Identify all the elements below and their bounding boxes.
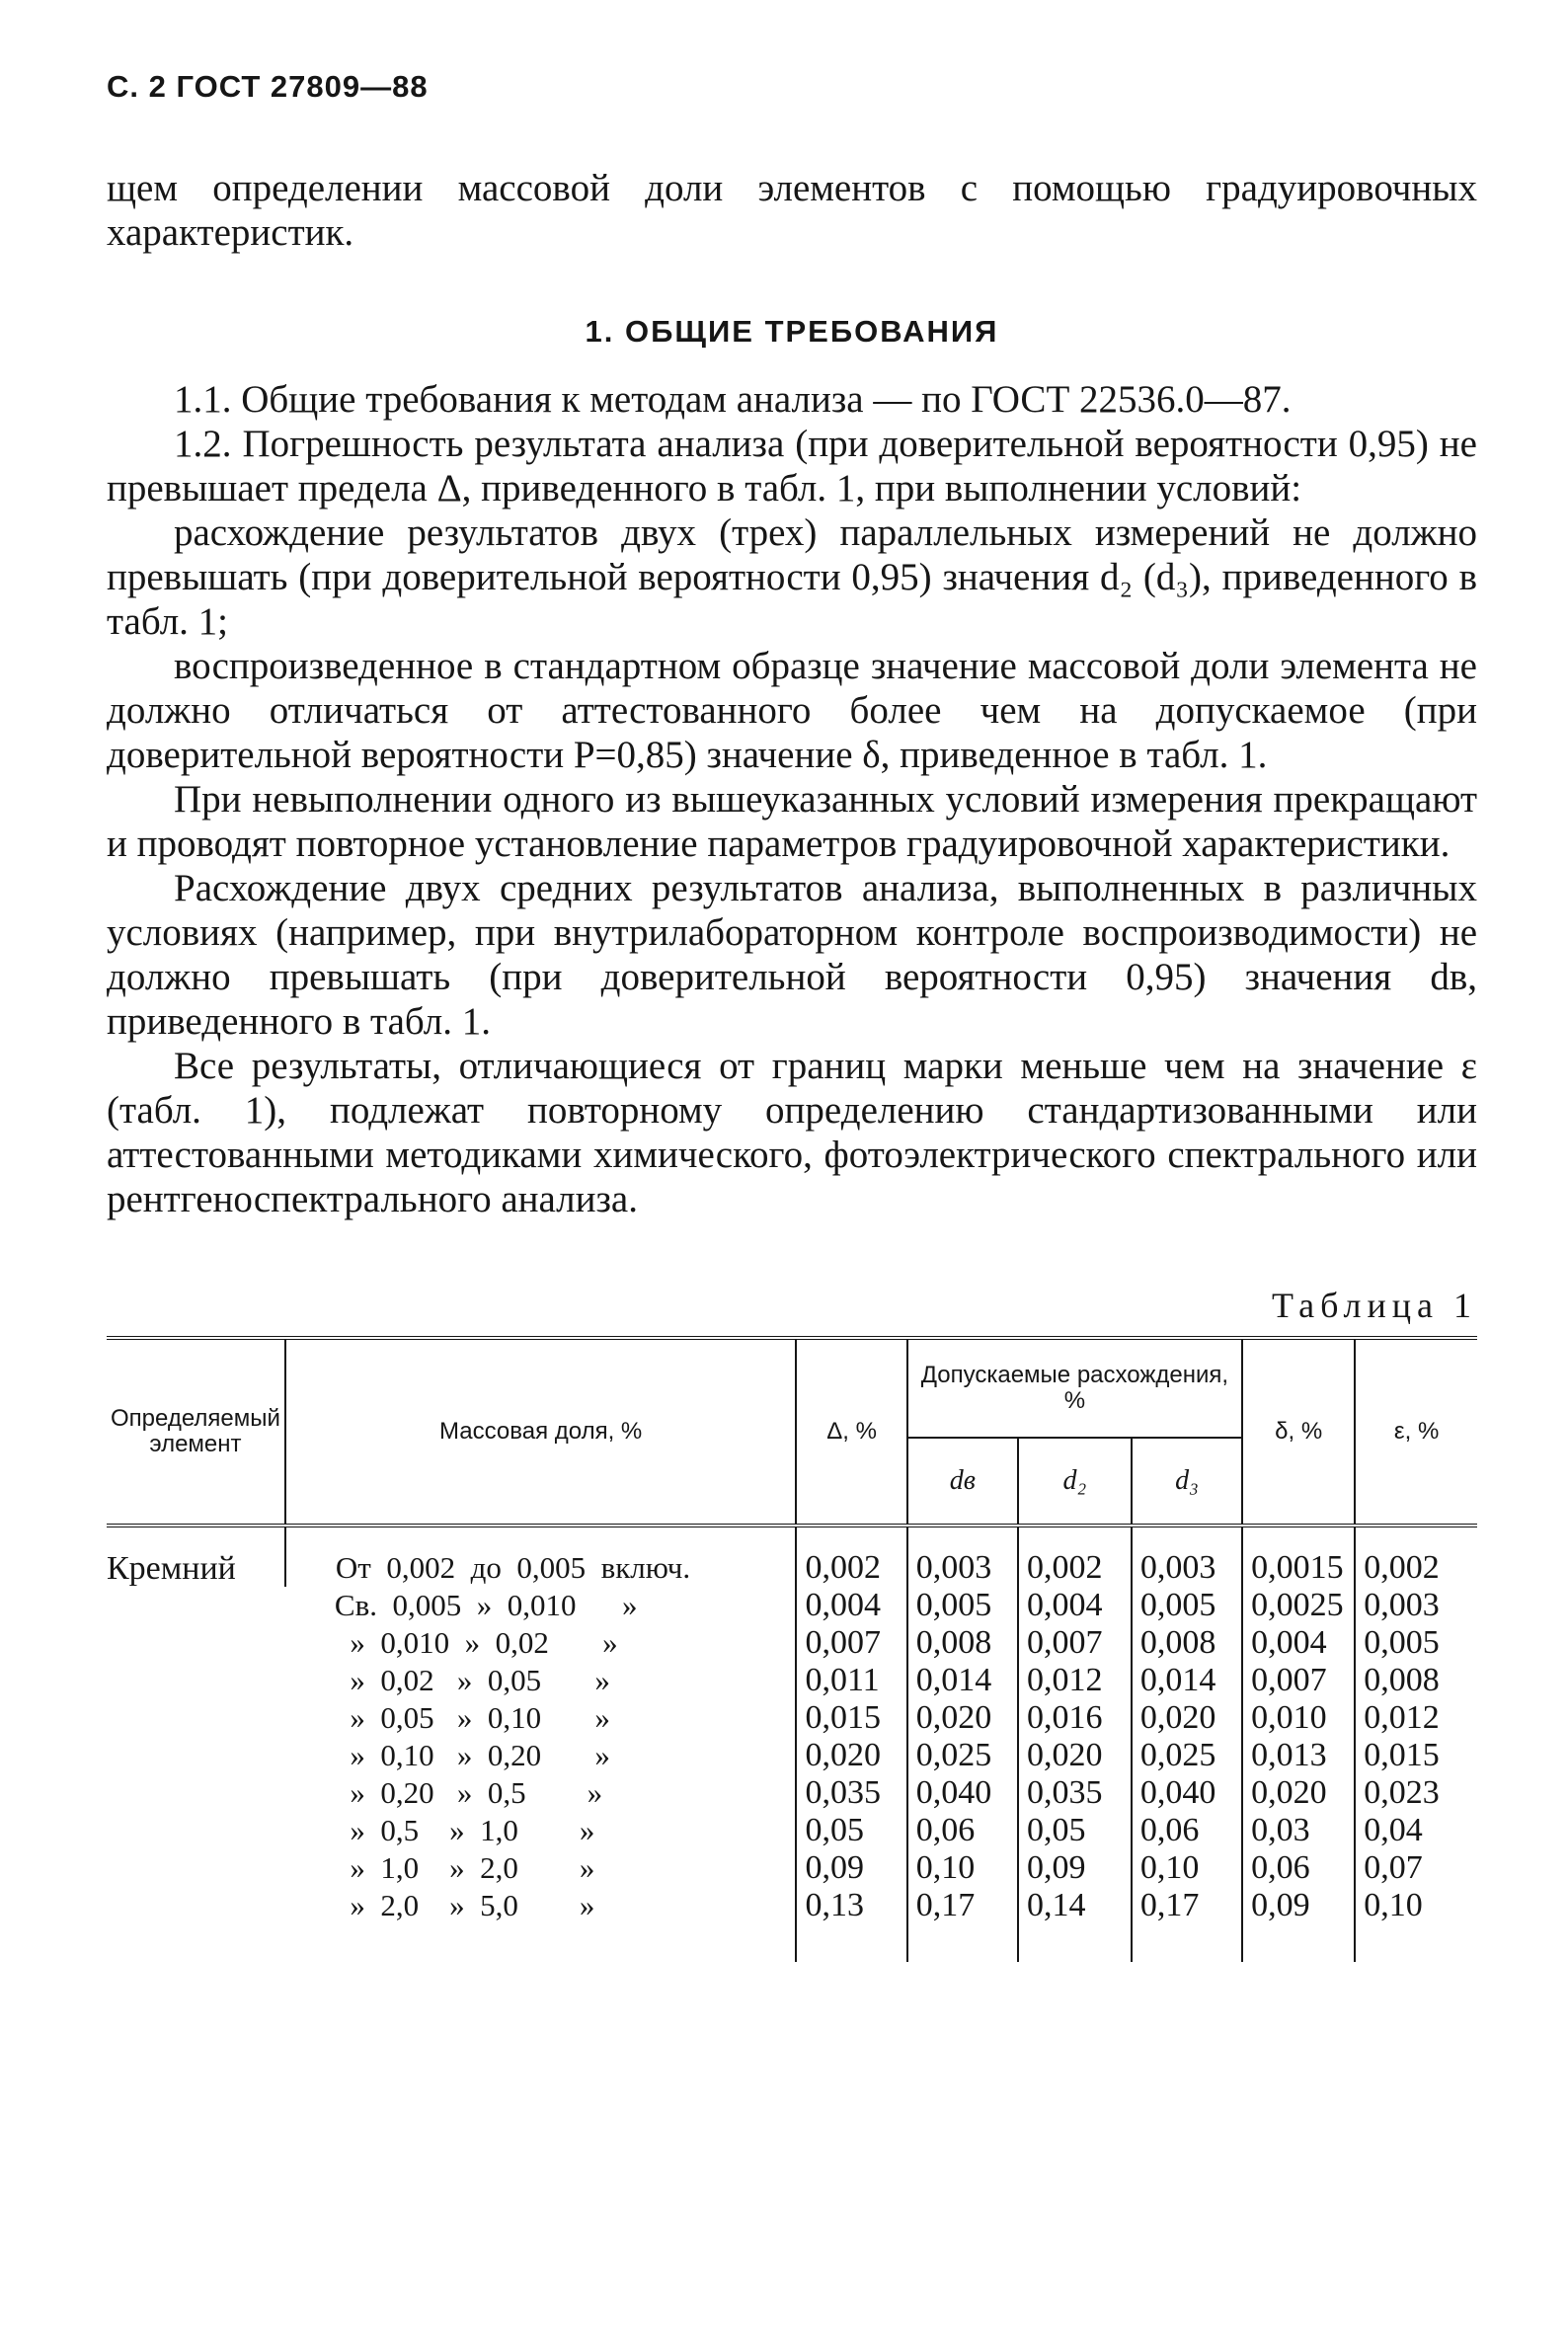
table-body — [107, 1526, 1477, 1962]
small-delta-cell: 0,010 — [1242, 1699, 1355, 1737]
d3-cell: 0,008 — [1132, 1624, 1242, 1662]
delta-cell: 0,004 — [796, 1587, 906, 1624]
paragraph-1-2: 1.2. Погрешность результата анализа (при доверительной вероятности 0,95) не превышает предела Δ, приведенного в табл. 1, при выполнении условий: — [107, 423, 1477, 509]
mass-fraction-cell: Св. 0,005 » 0,010 » — [334, 1588, 638, 1622]
condition-reference-sample: воспроизведенное в стандартном образце значение массовой доли элемента не должно отличаться от аттестованного более чем на допускаемое (при доверительной вероятности P=0,85) значение δ, приведенное в табл. 1. — [107, 645, 1477, 776]
d2-cell: 0,05 — [1018, 1812, 1132, 1849]
dv-cell: 0,17 — [907, 1887, 1018, 1962]
mass-fraction-cell: » 0,02 » 0,05 » — [334, 1663, 610, 1697]
d2-cell: 0,035 — [1018, 1774, 1132, 1812]
delta-cell: 0,13 — [796, 1887, 906, 1962]
epsilon-cell: 0,023 — [1355, 1774, 1477, 1812]
epsilon-cell: 0,003 — [1355, 1587, 1477, 1624]
delta-cell: 0,05 — [796, 1812, 906, 1849]
header-allowed-discrepancies: Допускаемые расхождения, % — [907, 1338, 1242, 1438]
small-delta-cell: 0,007 — [1242, 1662, 1355, 1699]
mass-fraction-cell: От 0,002 до 0,005 включ. — [285, 1526, 797, 1587]
small-delta-cell: 0,06 — [1242, 1849, 1355, 1887]
d2-cell: 0,004 — [1018, 1587, 1132, 1624]
d3-cell: 0,17 — [1132, 1887, 1242, 1962]
delta-cell: 0,011 — [796, 1662, 906, 1699]
mass-fraction-cell: » 0,10 » 0,20 » — [334, 1738, 610, 1772]
header-small-delta: δ, % — [1242, 1338, 1355, 1526]
d2-cell: 0,012 — [1018, 1662, 1132, 1699]
header-mass-fraction: Массовая доля, % — [285, 1338, 797, 1526]
mass-fraction-cell: » 0,5 » 1,0 » — [334, 1813, 595, 1847]
d3-cell: 0,10 — [1132, 1849, 1242, 1887]
epsilon-cell: 0,005 — [1355, 1624, 1477, 1662]
table-row — [107, 1849, 1477, 1887]
d2-cell: 0,020 — [1018, 1737, 1132, 1774]
small-delta-cell: 0,0025 — [1242, 1587, 1355, 1624]
section-title: 1. ОБЩИЕ ТРЕБОВАНИЯ — [585, 314, 999, 349]
header-delta: Δ, % — [796, 1338, 906, 1526]
d2-cell: 0,007 — [1018, 1624, 1132, 1662]
dv-cell: 0,005 — [907, 1587, 1018, 1624]
table-row — [107, 1587, 1477, 1624]
tolerance-table — [107, 1336, 1477, 1962]
small-delta-cell: 0,09 — [1242, 1887, 1355, 1962]
epsilon-cell: 0,002 — [1355, 1526, 1477, 1587]
d3-cell: 0,020 — [1132, 1699, 1242, 1737]
dv-cell: 0,014 — [907, 1662, 1018, 1699]
dv-cell: 0,008 — [907, 1624, 1018, 1662]
dv-cell: 0,06 — [907, 1812, 1018, 1849]
table-row — [107, 1662, 1477, 1699]
small-delta-cell: 0,020 — [1242, 1774, 1355, 1812]
d3-cell: 0,003 — [1132, 1526, 1242, 1587]
delta-cell: 0,020 — [796, 1737, 906, 1774]
small-delta-cell: 0,03 — [1242, 1812, 1355, 1849]
small-delta-cell: 0,004 — [1242, 1624, 1355, 1662]
table-row — [107, 1699, 1477, 1737]
dv-cell: 0,020 — [907, 1699, 1018, 1737]
d3-cell: 0,005 — [1132, 1587, 1242, 1624]
dv-cell: 0,10 — [907, 1849, 1018, 1887]
page-header: С. 2 ГОСТ 27809—88 — [107, 69, 429, 104]
delta-cell: 0,035 — [796, 1774, 906, 1812]
condition-repeatability: расхождение результатов двух (трех) параллельных измерений не должно превышать (при доверительной вероятности 0,95) значения d₂ (d₃), приведенного в табл. 1; — [107, 511, 1477, 643]
dv-cell: 0,003 — [907, 1526, 1018, 1587]
epsilon-cell: 0,015 — [1355, 1737, 1477, 1774]
delta-cell: 0,015 — [796, 1699, 906, 1737]
table-row — [107, 1812, 1477, 1849]
epsilon-cell: 0,008 — [1355, 1662, 1477, 1699]
paragraph-reproducibility: Расхождение двух средних результатов анализа, выполненных в различных условиях (например, при внутрилабораторном контроле воспроизводимости) не должно превышать (при доверительной вероятности 0,95) значения dв, приведенного в табл. 1. — [107, 867, 1477, 1043]
small-delta-cell: 0,0015 — [1242, 1526, 1355, 1587]
table-row — [107, 1887, 1477, 1962]
epsilon-cell: 0,012 — [1355, 1699, 1477, 1737]
table-label: Таблица 1 — [1272, 1286, 1477, 1325]
table-row — [107, 1526, 1477, 1587]
d2-cell: 0,016 — [1018, 1699, 1132, 1737]
document-page — [107, 69, 1477, 1962]
d3-cell: 0,025 — [1132, 1737, 1242, 1774]
header-dv: dв — [907, 1438, 1018, 1526]
mass-fraction-cell: » 0,20 » 0,5 » — [334, 1775, 603, 1810]
paragraph-1-1: 1.1. Общие требования к методам анализа — по ГОСТ 22536.0—87. — [174, 378, 1292, 421]
d2-cell: 0,14 — [1018, 1887, 1132, 1962]
header-element: Определяемый элемент — [107, 1338, 285, 1526]
header-d3: d₃ — [1132, 1438, 1242, 1526]
mass-fraction-cell: » 0,010 » 0,02 » — [334, 1625, 618, 1660]
epsilon-cell: 0,07 — [1355, 1849, 1477, 1887]
paragraph-failure: При невыполнении одного из вышеуказанных условий измерения прекращают и проводят повторное установление параметров градуировочной характеристики. — [107, 778, 1477, 865]
epsilon-cell: 0,10 — [1355, 1887, 1477, 1962]
dv-cell: 0,025 — [907, 1737, 1018, 1774]
d2-cell: 0,002 — [1018, 1526, 1132, 1587]
header-epsilon: ε, % — [1355, 1338, 1477, 1526]
paragraph-boundary: Все результаты, отличающиеся от границ марки меньше чем на значение ε (табл. 1), подлежат повторному определению стандартизованными или аттестованными методиками химического, фотоэлектрического спектрального или рентгеноспектрального анализа. — [107, 1045, 1477, 1220]
mass-fraction-cell: » 0,05 » 0,10 » — [334, 1700, 610, 1735]
delta-cell: 0,002 — [796, 1526, 906, 1587]
epsilon-cell: 0,04 — [1355, 1812, 1477, 1849]
mass-fraction-cell: » 1,0 » 2,0 » — [334, 1850, 595, 1885]
delta-cell: 0,007 — [796, 1624, 906, 1662]
delta-cell: 0,09 — [796, 1849, 906, 1887]
table-row — [107, 1737, 1477, 1774]
d3-cell: 0,040 — [1132, 1774, 1242, 1812]
table-row — [107, 1624, 1477, 1662]
mass-fraction-cell: » 2,0 » 5,0 » — [334, 1888, 595, 1922]
table-row — [107, 1774, 1477, 1812]
d2-cell: 0,09 — [1018, 1849, 1132, 1887]
d3-cell: 0,06 — [1132, 1812, 1242, 1849]
element-cell: Кремний — [107, 1550, 236, 1587]
small-delta-cell: 0,013 — [1242, 1737, 1355, 1774]
d3-cell: 0,014 — [1132, 1662, 1242, 1699]
header-d2: d₂ — [1018, 1438, 1132, 1526]
intro-paragraph: щем определении массовой доли элементов с помощью градуировочных характеристик. — [107, 167, 1477, 254]
dv-cell: 0,040 — [907, 1774, 1018, 1812]
